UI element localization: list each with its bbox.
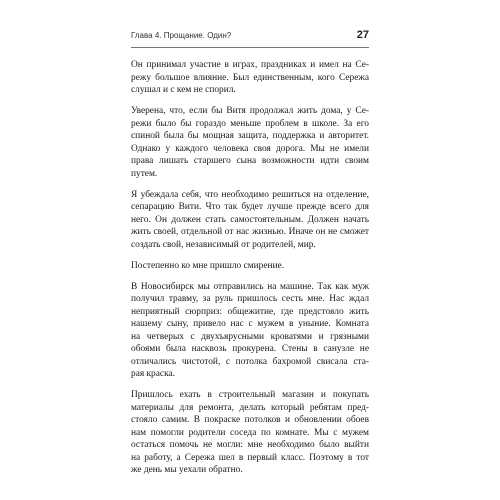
page-number: 27 xyxy=(356,29,369,41)
paragraph xyxy=(131,105,369,180)
text-line: него. Он должен стать самостоятельным. Должен начать xyxy=(131,214,369,225)
text-line: сепарацию Вити. Что так будет лучше прежде всего для xyxy=(131,202,369,212)
header-divider xyxy=(131,47,369,48)
body-text xyxy=(131,59,369,485)
running-header xyxy=(131,31,369,47)
text-line: режу большое влияние. Был единственным, кого Сережа xyxy=(131,72,369,83)
text-line: отличались чистотой, с потолка бахромой свисала ста- xyxy=(131,356,369,367)
text-line: нам помогли родители соседа по комнате. Мы с мужем xyxy=(131,427,369,438)
text-line: Постепенно ко мне пришло смирение. xyxy=(131,260,285,271)
paragraph xyxy=(131,189,369,252)
paragraph xyxy=(131,59,369,97)
text-line: обоями была насквозь прокурена. Стены в санузле не xyxy=(131,344,369,354)
text-line: Уверена, что, если бы Витя продолжал жить дома, у Се- xyxy=(131,106,369,116)
text-line: Я убеждала себя, что необходимо решиться на отделение, xyxy=(131,189,369,200)
paragraph xyxy=(131,389,369,477)
text-line: получил травму, за руль пришлось сесть мне. Нас ждал xyxy=(131,294,369,304)
text-line: рая краска. xyxy=(131,369,175,379)
text-line: путем. xyxy=(131,168,158,179)
text-line: слушал и с кем не спорил. xyxy=(131,85,236,95)
text-line: остаться помочь не могли: мне необходимо было выйти xyxy=(131,440,369,450)
text-line: жить своей, отдельной от нас жизнью. Иначе он не сможет xyxy=(131,227,369,237)
text-line: на работу, а Сережа шел в первый класс. Поэтому в тот xyxy=(131,452,369,463)
text-line: же день мы уехали обратно. xyxy=(131,465,243,475)
text-line: Он принимал участие в играх, праздниках и имел на Се- xyxy=(131,60,369,70)
text-line: нашему сыну, привело нас с мужем в уныние. Комната xyxy=(131,319,369,329)
paragraph xyxy=(131,281,369,381)
paragraph xyxy=(131,260,369,273)
text-line: Пришлось ехать в строительный магазин и покупать xyxy=(131,390,369,400)
text-line: Однако у каждого человека своя дорога. Мы не имели xyxy=(131,143,369,154)
text-line: стояло самим. В покраске потолков и обновлении обоев xyxy=(131,415,369,425)
text-line: спиной была бы мощная защита, поддержка и авторитет. xyxy=(131,131,369,141)
chapter-title: Глава 4. Прощание. Один? xyxy=(131,31,232,40)
text-line: права лишать старшего сына возможности идти своим xyxy=(131,156,369,166)
text-line: В Новосибирск мы отправились на машине. Так как муж xyxy=(131,281,369,292)
text-line: режи было бы гораздо меньше проблем в школе. За его xyxy=(131,118,369,129)
text-line: материалы для ремонта, делать который ребятам пред- xyxy=(131,402,369,413)
text-line: на четверых с двухъярусными кроватями и грязными xyxy=(131,331,369,342)
text-line: создать свой, независимый от родителей, мир. xyxy=(131,239,316,250)
text-line: неприятный сюрприз: общежитие, где предстояло жить xyxy=(131,306,369,317)
